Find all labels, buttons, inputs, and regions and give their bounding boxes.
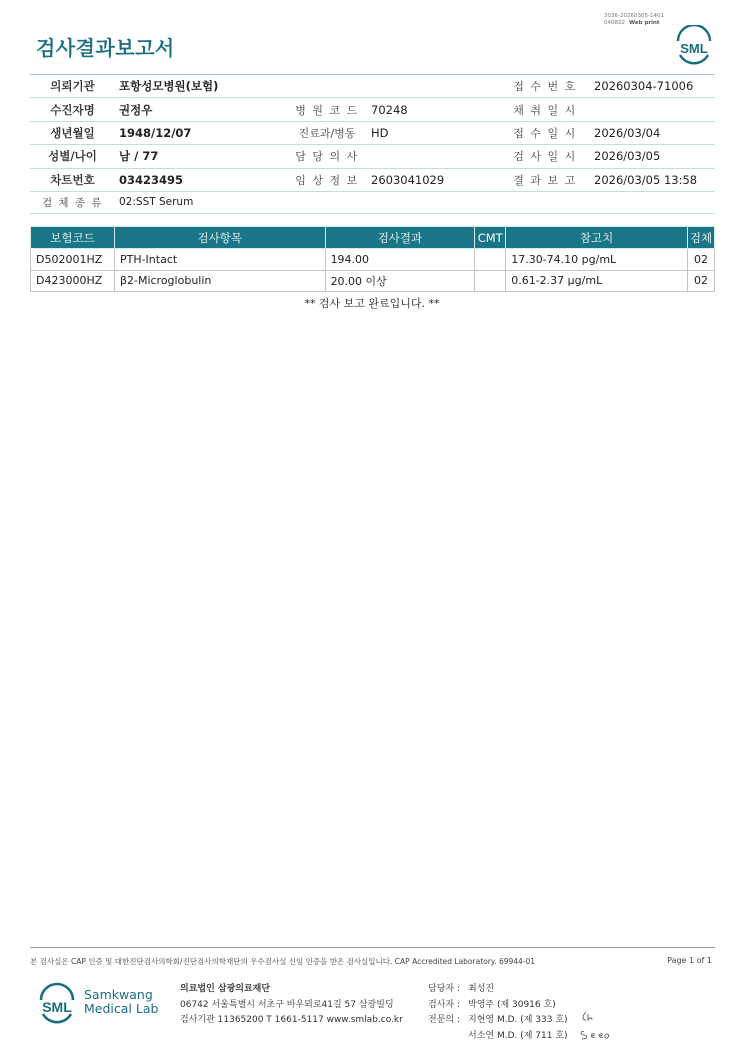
sex-age-label: 성별/나이 [30, 145, 115, 168]
row-cmt [475, 270, 506, 292]
info-row [30, 75, 715, 98]
info-row [30, 121, 715, 144]
accreditation-note: 본 검사실은 CAP 인증 및 대한진단검사의학회/진단검사의학재단의 우수검사실 신임 인증을 받은 검사실입니다. CAP Accredited Laboratory. 69944-01 [30, 957, 536, 966]
sml-logo-text: SML [680, 41, 708, 56]
patient-name-label: 수진자명 [30, 98, 115, 121]
results-table [30, 226, 715, 292]
print-code-line1: 3036-20260305-1401 [604, 13, 664, 19]
col-insurance-code: 보험코드 [31, 227, 115, 249]
table-row [31, 270, 715, 292]
row-cmt [475, 249, 506, 271]
row-reference: 17.30-74.10 pg/mL [506, 249, 688, 271]
col-cmt: CMT [475, 227, 506, 249]
row-insurance-code: D423000HZ [31, 270, 115, 292]
info-row [30, 145, 715, 168]
staff-row [428, 1029, 568, 1045]
receipt-date-label: 접 수 일 시 [500, 121, 590, 144]
staff-row [428, 982, 568, 998]
sex-age-value: 남 / 77 [115, 145, 287, 168]
requesting-org-label: 의뢰기관 [30, 75, 115, 98]
staff-value: 박영주 (제 30916 호) [468, 999, 556, 1010]
chart-no-value: 03423495 [115, 168, 287, 191]
org-address: 06742 서울특별시 서초구 바우뫼로41길 57 삼광빌딩 [180, 999, 394, 1010]
col-test-item: 검사항목 [114, 227, 325, 249]
print-code-line2: 040822 [604, 20, 625, 26]
row-specimen: 02 [687, 270, 714, 292]
chart-no-label: 차트번호 [30, 168, 115, 191]
col-reference: 참고치 [506, 227, 688, 249]
col-test-result: 검사결과 [325, 227, 475, 249]
birth-date-value: 1948/12/07 [115, 121, 287, 144]
patient-info-table [30, 74, 715, 214]
staff-value: 서소연 M.D. (제 711 호) [468, 1030, 568, 1041]
staff-info [428, 982, 568, 1044]
row-specimen: 02 [687, 249, 714, 271]
clinical-info-value: 2603041029 [367, 168, 500, 191]
info-row [30, 168, 715, 191]
org-name: 의료법인 삼광의료재단 [180, 984, 271, 994]
table-row [31, 249, 715, 271]
results-header-row [31, 227, 715, 249]
brand-line1: Samkwang [84, 987, 153, 1002]
info-row [30, 98, 715, 121]
doctor-label: 담 당 의 사 [287, 145, 367, 168]
staff-label: 검사자 : [428, 999, 460, 1010]
collection-date-label: 채 취 일 시 [500, 98, 590, 121]
col-specimen: 검체 [687, 227, 714, 249]
physician-signature [576, 1008, 612, 1042]
hospital-code-value: 70248 [367, 98, 500, 121]
brand-line2: Medical Lab [84, 1001, 159, 1016]
receipt-no-value: 20260304-71006 [590, 75, 715, 98]
print-code [604, 13, 664, 27]
result-report-label: 결 과 보 고 [500, 168, 590, 191]
staff-row [428, 998, 568, 1014]
specimen-type-value: 02:SST Serum [115, 191, 715, 213]
hospital-code-label: 병 원 코 드 [287, 98, 367, 121]
row-test-result: 194.00 [325, 249, 475, 271]
patient-name-value: 권정우 [115, 98, 287, 121]
report-complete-message: ** 검사 보고 완료입니다. ** [304, 297, 440, 310]
test-date-value: 2026/03/05 [590, 145, 715, 168]
staff-row [428, 1013, 568, 1029]
page-number: Page 1 of 1 [667, 956, 712, 965]
requesting-org-value: 포항성모병원(보험) [115, 75, 500, 98]
footer-divider [30, 947, 715, 948]
sml-footer-logo [36, 982, 78, 1026]
row-insurance-code: D502001HZ [31, 249, 115, 271]
clinical-info-label: 임 상 정 보 [287, 168, 367, 191]
staff-value: 최성진 [468, 984, 495, 994]
org-contact: 검사기관 11365200 T 1661-5117 www.smlab.co.kr [180, 1015, 403, 1025]
department-value: HD [367, 121, 500, 144]
receipt-date-value: 2026/03/04 [590, 121, 715, 144]
test-date-label: 검 사 일 시 [500, 145, 590, 168]
row-test-result: 20.00 이상 [325, 270, 475, 292]
organization-info [180, 982, 403, 1029]
sml-logo [672, 25, 716, 65]
row-test-item: PTH-Intact [114, 249, 325, 271]
row-test-item: β2-Microglobulin [114, 270, 325, 292]
sml-footer-logo-text: SML [42, 999, 72, 1015]
brand-name [84, 988, 158, 1016]
report-title: 검사결과보고서 [36, 36, 175, 60]
web-print-label: Web print [629, 20, 660, 26]
specimen-type-label: 검 체 종 류 [30, 191, 115, 213]
row-reference: 0.61-2.37 μg/mL [506, 270, 688, 292]
department-label: 진료과/병동 [287, 121, 367, 144]
result-report-value: 2026/03/05 13:58 [590, 168, 715, 191]
doctor-value [367, 145, 500, 168]
staff-value: 지현영 M.D. (제 333 호) [468, 1015, 568, 1025]
info-row [30, 191, 715, 213]
staff-label: 담당자 : [428, 984, 460, 994]
staff-label: 전문의 : [428, 1015, 460, 1025]
receipt-no-label: 접 수 번 호 [500, 75, 590, 98]
collection-date-value [590, 98, 715, 121]
birth-date-label: 생년월일 [30, 121, 115, 144]
